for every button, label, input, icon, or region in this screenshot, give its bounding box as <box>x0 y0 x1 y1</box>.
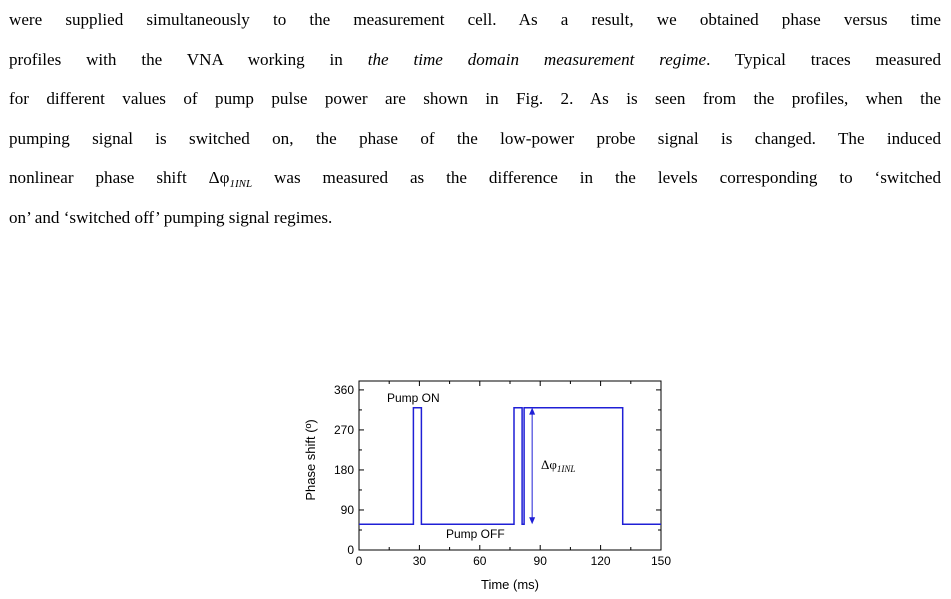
y-axis-label: Phase shift (º) <box>303 419 318 501</box>
x-axis-label: Time (ms) <box>480 577 540 592</box>
x-tick-label: 90 <box>533 554 547 568</box>
x-tick-label: 60 <box>473 554 487 568</box>
y-tick-label: 360 <box>333 382 354 397</box>
phase-trace-line <box>359 408 661 525</box>
paragraph-line: on’ and ‘switched off’ pumping signal regimes. <box>9 207 333 227</box>
y-tick-label: 180 <box>333 462 354 477</box>
y-tick-label: 0 <box>347 543 354 557</box>
paragraph-line: were supplied simultaneously to the measurement cell. As a result, we obtained phase versus time <box>9 10 941 29</box>
paragraph-line: profiles with the VNA working in the time domain measurement regime. Typical traces measured <box>9 49 942 69</box>
y-tick-label: 90 <box>340 502 354 517</box>
pump-off-label: Pump OFF <box>446 527 505 541</box>
pump-on-label: Pump ON <box>387 391 440 405</box>
x-tick-label: 0 <box>355 554 363 568</box>
subscript: 1INL <box>229 178 253 190</box>
delta-phi-label: $\Delta\varphi_{1INL}$ <box>541 457 576 474</box>
x-tick-label: 120 <box>590 554 611 568</box>
paragraph-line: nonlinear phase shift $\Delta\varphi_{1INL}$ was measured as the difference in the levels corresponding to ‘switched <box>9 168 941 190</box>
paragraph-line: for different values of pump pulse power are shown in Fig. 2. As is seen from the profiles, when the <box>9 89 941 108</box>
paragraph-line: pumping signal is switched on, the phase of the low-power probe signal is changed. The induced <box>9 128 941 148</box>
italic-phrase: the time domain measurement regime <box>367 49 707 69</box>
x-tick-label: 150 <box>650 554 672 568</box>
x-tick-label: 30 <box>412 554 427 568</box>
y-tick-label: 270 <box>333 422 354 437</box>
delta-phi-arrow <box>529 408 538 525</box>
